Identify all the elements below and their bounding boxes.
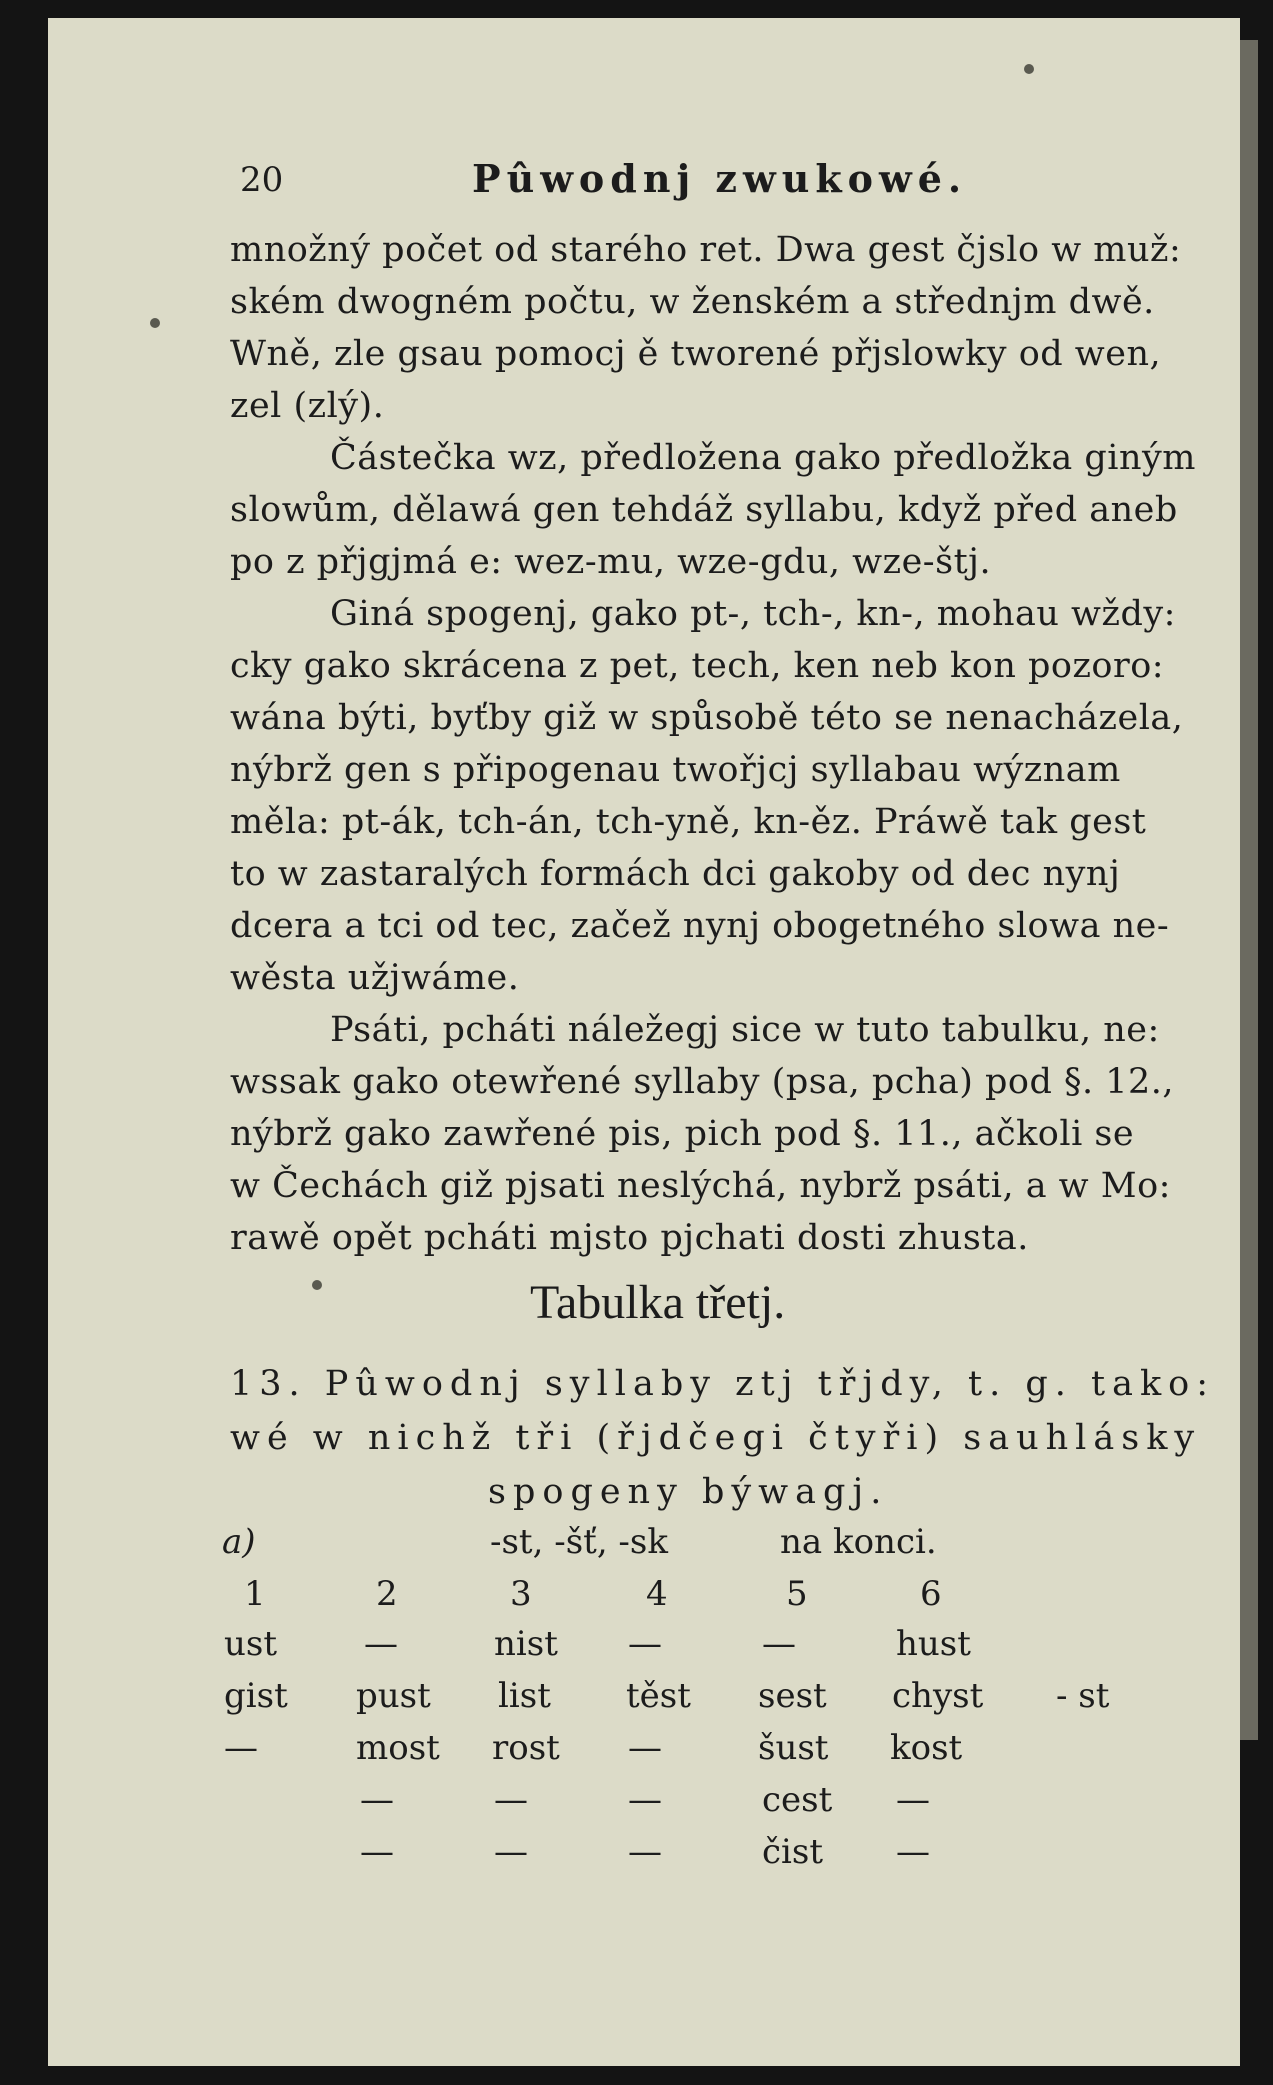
table-cell: kost <box>890 1728 963 1768</box>
subsection-label: a) <box>222 1522 256 1562</box>
table-cell: — <box>494 1832 528 1872</box>
text-line: Giná spogenj, gako pt-, tch-, kn-, mohau wždy: <box>330 594 1176 634</box>
column-header: 5 <box>786 1574 808 1614</box>
table-cell: list <box>498 1676 551 1716</box>
text-line: ském dwogném počtu, w ženském a střednjm dwě. <box>230 282 1155 322</box>
running-title: Pûwodnj zwukowé. <box>472 156 968 201</box>
table-cell: — <box>628 1728 662 1768</box>
table-cell: gist <box>224 1676 288 1716</box>
text-line: rawě opět pcháti mjsto pjchati dosti zhusta. <box>230 1218 1029 1258</box>
text-line: množný počet od starého ret. Dwa gest čjslo w muž: <box>230 230 1182 270</box>
table-cell: těst <box>626 1676 691 1716</box>
text-line: w Čechách giž pjsati neslýchá, nybrž psáti, a w Mo: <box>230 1166 1171 1206</box>
ink-speck <box>1024 64 1034 74</box>
table-cell: ust <box>224 1624 278 1664</box>
text-line: zel (zlý). <box>230 386 385 426</box>
table-cell: — <box>628 1832 662 1872</box>
table-cell: čist <box>762 1832 824 1872</box>
table-cell: — <box>896 1832 930 1872</box>
table-cell: - st <box>1056 1676 1110 1716</box>
subsection-tail: na konci. <box>780 1522 937 1562</box>
table-cell: — <box>364 1624 398 1664</box>
table-cell: rost <box>492 1728 560 1768</box>
table-cell: — <box>494 1780 528 1820</box>
text-line: wěsta užjwáme. <box>230 958 520 998</box>
text-line: dcera a tci od tec, začež nynj obogetného slowa ne- <box>230 906 1170 946</box>
text-line: Psáti, pcháti náležegj sice w tuto tabulku, ne: <box>330 1010 1160 1050</box>
book-spine-edge <box>1240 40 1258 1740</box>
text-line: měla: pt-ák, tch-án, tch-yně, kn-ěz. Práwě tak gest <box>230 802 1147 842</box>
page-number: 20 <box>240 160 284 200</box>
table-cell: — <box>360 1780 394 1820</box>
column-header: 2 <box>376 1574 398 1614</box>
text-line: cky gako skrácena z pet, tech, ken neb kon pozoro: <box>230 646 1165 686</box>
text-line: Wně, zle gsau pomocj ě tworené přjslowky od wen, <box>230 334 1162 374</box>
text-line: wssak gako otewřené syllaby (psa, pcha) pod §. 12., <box>230 1062 1175 1102</box>
table-cell: cest <box>762 1780 833 1820</box>
table-cell: chyst <box>892 1676 984 1716</box>
section-line: wé w nichž tři (řjdčegi čtyři) sauhlásky <box>230 1418 1202 1458</box>
table-cell: — <box>360 1832 394 1872</box>
column-header: 6 <box>920 1574 942 1614</box>
table-cell: šust <box>758 1728 829 1768</box>
table-cell: nist <box>494 1624 558 1664</box>
table-heading: Tabulka třetj. <box>530 1276 786 1329</box>
text-line: to w zastaralých formách dci gakoby od dec nynj <box>230 854 1121 894</box>
text-line: nýbrž gako zawřené pis, pich pod §. 11., ačkoli se <box>230 1114 1135 1154</box>
table-cell: most <box>356 1728 440 1768</box>
table-cell: — <box>628 1624 662 1664</box>
text-line: Částečka wz, předložena gako předložka giným <box>330 438 1196 478</box>
ink-speck <box>150 318 160 328</box>
table-cell: — <box>762 1624 796 1664</box>
text-line: wána býti, byťby giž w spůsobě této se nenacházela, <box>230 698 1184 738</box>
text-line: nýbrž gen s připogenau twořjcj syllabau wýznam <box>230 750 1121 790</box>
section-line: spogeny býwagj. <box>488 1472 889 1512</box>
column-header: 3 <box>510 1574 532 1614</box>
subsection-suffixes: -st, -šť, -sk <box>490 1522 668 1562</box>
column-header: 4 <box>646 1574 668 1614</box>
column-header: 1 <box>244 1574 266 1614</box>
table-cell: — <box>628 1780 662 1820</box>
table-cell: pust <box>356 1676 431 1716</box>
table-cell: sest <box>758 1676 827 1716</box>
section-line: 13. Pûwodnj syllaby ztj třjdy, t. g. tako: <box>230 1364 1216 1404</box>
text-line: po z přjgjmá e: wez-mu, wze-gdu, wze-štj. <box>230 542 992 582</box>
ink-speck <box>312 1280 322 1290</box>
text-line: slowům, dělawá gen tehdáž syllabu, když před aneb <box>230 490 1178 530</box>
table-cell: hust <box>896 1624 971 1664</box>
table-cell: — <box>224 1728 258 1768</box>
table-cell: — <box>896 1780 930 1820</box>
